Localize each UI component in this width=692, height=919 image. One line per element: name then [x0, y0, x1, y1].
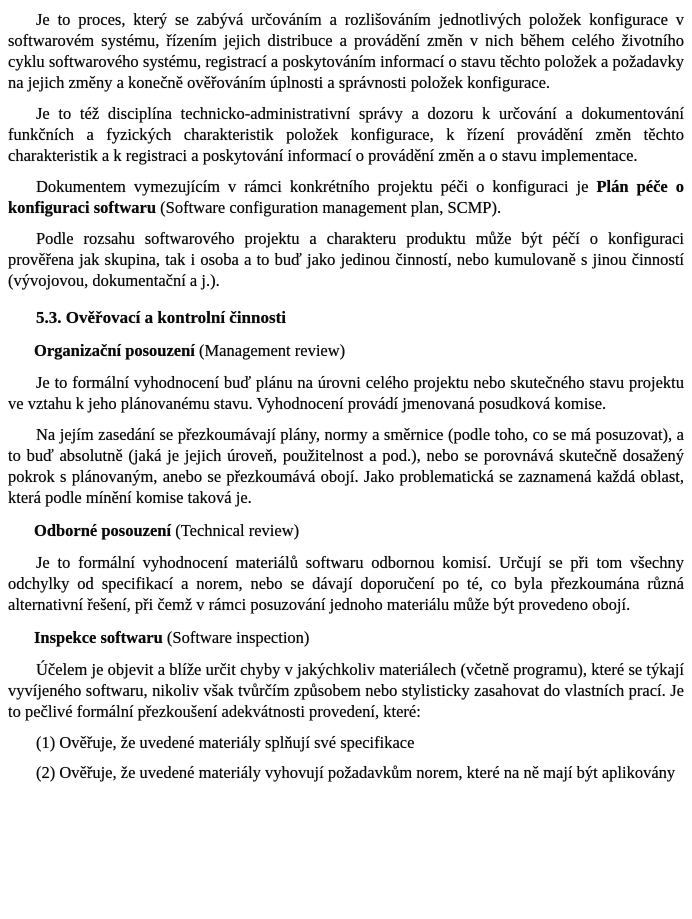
subheading-software-inspection-rest: (Software inspection): [162, 628, 310, 647]
paragraph-config-process: Je to proces, který se zabývá určováním a rozlišováním jednotlivých položek konfigurace v softwarovém systému, řízením jejich distribuce a provádění změn v nich během celého životního cyklu softwarového systému, registrací a poskytováním informací o stavu těchto položek a požadavky na jejich změny a konečně ověřováním úplnosti a správnosti položek konfigurace.: [8, 10, 684, 92]
paragraph-technical-review-definition: Je to formální vyhodnocení materiálů softwaru odbornou komisí. Určují se při tom všechny odchylky od specifikací a norem, nebo se dávají doporučení po té, co byla přezkoumána různá alternativní řešení, při čemž v rámci posuzování jednoho materiálu může být provedeno obojí.: [8, 553, 684, 614]
subheading-technical-review-rest: (Technical review): [171, 521, 300, 540]
inspection-item-2: (2) Ověřuje, že uvedené materiály vyhovují požadavkům norem, které na ně mají být aplikovány: [36, 763, 676, 782]
subheading-management-review-rest: (Management review): [194, 341, 346, 360]
scmp-plan-bold-text: Plán péče o konfiguraci softwaru: [8, 177, 684, 217]
subheading-technical-review-bold: Odborné posouzení: [34, 521, 172, 540]
subheading-software-inspection: [8, 627, 684, 648]
inspection-item-1: (1) Ověřuje, že uvedené materiály splňují své specifikace: [36, 733, 415, 752]
paragraph-scmp: [8, 176, 684, 218]
paragraph-config-scope: Podle rozsahu softwarového projektu a charakteru produktu může být péčí o konfiguraci prověřena jak skupina, tak i osoba a to buď jako jedinou činností, nebo kumulovaně s jinou činností (vývojovou, dokumentační a j.).: [8, 229, 684, 290]
paragraph-scmp-post: (Software configuration management plan, SCMP).: [156, 198, 502, 217]
subheading-technical-review: [8, 520, 684, 541]
subheading-management-review-bold: Organizační posouzení: [34, 341, 195, 360]
paragraph-scmp-pre: Dokumentem vymezujícím v rámci konkrétního projektu péči o konfiguraci je: [36, 177, 597, 196]
subheading-management-review: [8, 340, 684, 361]
paragraph-software-inspection-definition: Účelem je objevit a blíže určit chyby v jakýchkoliv materiálech (včetně programu), které se týkají vyvíjeného softwaru, nikoliv však tvůrčím způsobem nebo stylisticky zasahovat do vlastních prací. Je to pečlivé formální přezkoušení adekvátnosti provedení, které:: [8, 660, 684, 721]
paragraph-management-review-definition: Je to formální vyhodnocení buď plánu na úrovni celého projektu nebo skutečného stavu projektu ve vztahu k jeho plánovanému stavu. Vyhodnocení provádí jmenovaná posudková komise.: [8, 373, 684, 413]
paragraph-management-review-meeting: Na jejím zasedání se přezkoumávají plány, normy a směrnice (podle toho, co se má posuzovat), a to buď absolutně (jaká je jejich úroveň, použitelnost a pod.), nebo se porovnává skutečně dosažený pokrok s plánovaným, anebo se přezkoumává obojí. Jako problematická se zaznamená každá oblast, která podle mínění komise taková je.: [8, 425, 684, 507]
paragraph-config-discipline: Je to též disciplína technicko-administrativní správy a dozoru k určování a dokumentování funkčních a fyzických charakteristik položek konfigurace, k řízení provádění změn těchto charakteristik a k registraci a poskytování informací o provádění změn a o stavu implementace.: [8, 104, 684, 165]
section-heading-5-3: 5.3. Ověřovací a kontrolní činnosti: [36, 308, 286, 327]
subheading-software-inspection-bold: Inspekce softwaru: [34, 628, 163, 647]
